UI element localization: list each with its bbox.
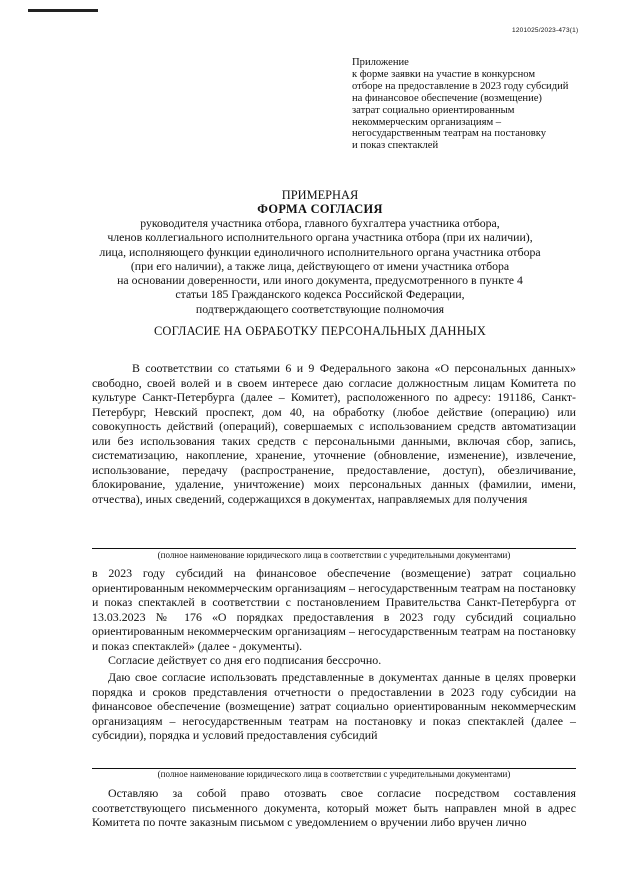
subtitle-line: членов коллегиального исполнительного органа участника отбора (при их наличии), [107, 230, 533, 245]
consent-paragraph-5: Оставляю за собой право отозвать свое согласие посредством составления соответствующего письменного документа, который может быть направлен мной в адрес Комитета по почте заказным письмом с уведомлением о вручении либо вручен лично [92, 786, 576, 829]
consent-paragraph-4: Даю свое согласие использовать представленные в документах данные в целях проверки порядка и сроков представления отчетности о предоставлении в 2023 году субсидии на финансовое обеспечение (возмещение) затрат социально ориентированным некоммерческим организациям – негосударственным театрам на постановку и показ спектаклей (далее – субсидии), порядка и условий предоставления субсидий [92, 670, 576, 742]
appendix-line: Приложение [352, 57, 409, 68]
appendix-line: некоммерческим организациям – [352, 116, 502, 128]
subtitle-line: (при его наличии), а также лица, действующего от имени участника отбора [130, 258, 510, 273]
consent-section-title: СОГЛАСИЕ НА ОБРАБОТКУ ПЕРСОНАЛЬНЫХ ДАННЫХ [153, 324, 487, 338]
appendix-line: отборе на предоставление в 2023 году субсидий [352, 80, 569, 92]
subtitle-line: лица, исполняющего функции единоличного исполнительного органа участника отбора [99, 244, 541, 259]
document-number: 1201025/2023-473(1) [512, 27, 579, 34]
fill-in-caption-2: (полное наименование юридического лица в соответствии с учредительными документами) [157, 769, 511, 779]
appendix-line: и показ спектаклей [352, 140, 439, 152]
form-subtitle [60, 216, 580, 316]
consent-paragraph-3: Согласие действует со дня его подписания бессрочно. [108, 653, 382, 667]
subtitle-line: подтверждающего соответствующие полномочия [195, 301, 445, 316]
appendix-line: на финансовое обеспечение (возмещение) [352, 92, 542, 104]
appendix-line: затрат социально ориентированным [352, 104, 515, 116]
form-type-heading: ПРИМЕРНАЯ [281, 188, 359, 202]
fill-in-caption-1: (полное наименование юридического лица в соответствии с учредительными документами) [157, 550, 511, 560]
subtitle-line: на основании доверенности, или иного документа, предусмотренного в пункте 4 [117, 273, 523, 288]
appendix-line: к форме заявки на участие в конкурсном [352, 68, 536, 80]
appendix-note [352, 57, 592, 152]
appendix-line: негосударственным театрам на постановку [352, 128, 547, 140]
consent-paragraph-1: В соответствии со статьями 6 и 9 Федерального закона «О персональных данных» свободно, своей волей и в своем интересе даю согласие должностным лицам Комитета по культуре Санкт-Петербурга (далее – Комитет), расположенного по адресу: 191186, Санкт-Петербург, Невский проспект, дом 40, на обработку (любое действие (операцию) или совокупность действий (операций), совершаемых с использованием средств автоматизации или без использования таких средств с персональными данными, включая сбор, запись, систематизацию, накопление, хранение, уточнение (обновление, изменение), извлечение, использование, передачу (распространение, предоставление, доступ), обезличивание, блокирование, удаление, уничтожение) моих персональных данных (фамилии, имени, отчества), иных сведений, содержащихся в документах, направляемых для получения [92, 361, 576, 506]
fill-in-line-1 [92, 548, 576, 549]
form-title: ФОРМА СОГЛАСИЯ [257, 202, 383, 216]
subtitle-line: руководителя участника отбора, главного бухгалтера участника отбора, [140, 216, 500, 230]
subtitle-line: статьи 185 Гражданского кодекса Российской Федерации, [175, 287, 465, 302]
consent-paragraph-2: в 2023 году субсидий на финансовое обеспечение (возмещение) затрат социально ориентированным некоммерческим организациям – негосударственным театрам на постановку и показ спектаклей в соответствии с постановлением Правительства Санкт-Петербурга от 13.03.2023 № 176 «О порядках предоставления в 2023 году субсидий социально ориентированным некоммерческим организациям – негосударственным театрам на постановку и показ спектаклей» (далее - документы). [92, 566, 576, 653]
scan-artifact-line [28, 9, 98, 12]
